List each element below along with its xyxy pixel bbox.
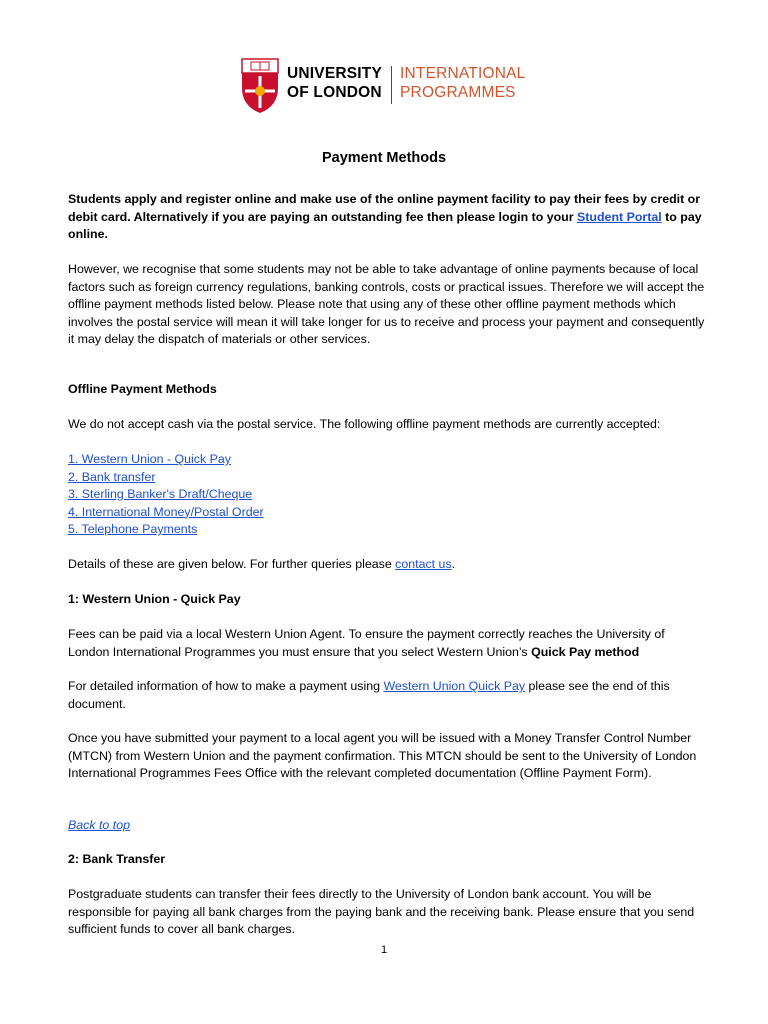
programmes-name: INTERNATIONAL PROGRAMMES — [400, 65, 526, 101]
wu-text-2-end: please see the end of this document. — [68, 679, 670, 711]
method-link-telephone[interactable]: 5. Telephone Payments — [68, 522, 198, 536]
method-link-bank-transfer[interactable]: 2. Bank transfer — [68, 469, 156, 484]
back-to-top-link[interactable]: Back to top — [68, 818, 130, 832]
page-number: 1 — [380, 944, 388, 956]
quick-pay-method-text: Quick Pay method — [531, 644, 640, 659]
no-cash-paragraph: We do not accept cash via the postal service. The following offline payment methods are currently accepted: — [68, 417, 661, 431]
intro-paragraph — [68, 191, 708, 244]
page-title: Payment Methods — [321, 150, 447, 166]
western-union-quick-pay-link[interactable]: Western Union Quick Pay — [383, 679, 526, 693]
method-link-money-order[interactable]: 4. International Money/Postal Order — [68, 504, 264, 519]
however-paragraph: However, we recognise that some students may not be able to take advantage of online payments because of local factors such as foreign currency regulations, banking controls, costs or practical issues. Therefore we will accept the offline payment methods listed below. Please note that using any of these other offline payment methods which involves the postal service will mean it will take longer for us to receive and process your payment and consequently it may delay the dispatch of materials or other services. — [68, 262, 705, 346]
contact-us-link[interactable]: contact us — [395, 557, 452, 571]
crest-icon — [241, 58, 279, 114]
western-union-paragraph-3: Once you have submitted your payment to a local agent you will be issued with a Money Transfer Control Number (MTCN) from Western Union and the payment confirmation. This MTCN should be sent to the University of London International Programmes Fees Office with the relevant completed documentation (Offline Payment Form). — [68, 731, 697, 780]
details-paragraph — [68, 556, 708, 574]
intro-text: Students apply and register online and make use of the online payment facility to pay their fees by credit or debit card. Alternatively if you are paying an outstanding fee then please login to your — [68, 192, 701, 224]
method-link-bankers-draft[interactable]: 3. Sterling Banker's Draft/Cheque — [68, 487, 253, 501]
details-text-end: . — [451, 557, 456, 571]
university-name: UNIVERSITY OF LONDON — [287, 65, 383, 101]
bank-transfer-paragraph: Postgraduate students can transfer their fees directly to the University of London bank account. You will be responsible for paying all bank charges from the paying bank and the receiving bank. Please ensure that you send sufficient funds to cover all bank charges. — [68, 887, 695, 936]
wu-text: Fees can be paid via a local Western Union Agent. To ensure the payment correctly reaches the University of London International Programmes you must ensure that you select Western Union’s — [68, 627, 665, 659]
intro-text-end: to pay online. — [68, 209, 702, 241]
bank-transfer-heading: 2: Bank Transfer — [68, 852, 166, 866]
offline-heading: Offline Payment Methods — [68, 382, 217, 396]
university-logo — [241, 58, 525, 114]
method-link-western-union[interactable]: 1. Western Union - Quick Pay — [68, 452, 231, 466]
wu-text-2: For detailed information of how to make a payment using — [68, 679, 384, 693]
western-union-paragraph-2 — [68, 678, 708, 713]
western-union-heading: 1: Western Union - Quick Pay — [68, 592, 241, 606]
logo-divider — [391, 66, 392, 104]
student-portal-link[interactable]: Student Portal — [577, 209, 662, 224]
western-union-paragraph-1 — [68, 626, 708, 661]
details-text: Details of these are given below. For further queries please — [68, 557, 396, 571]
